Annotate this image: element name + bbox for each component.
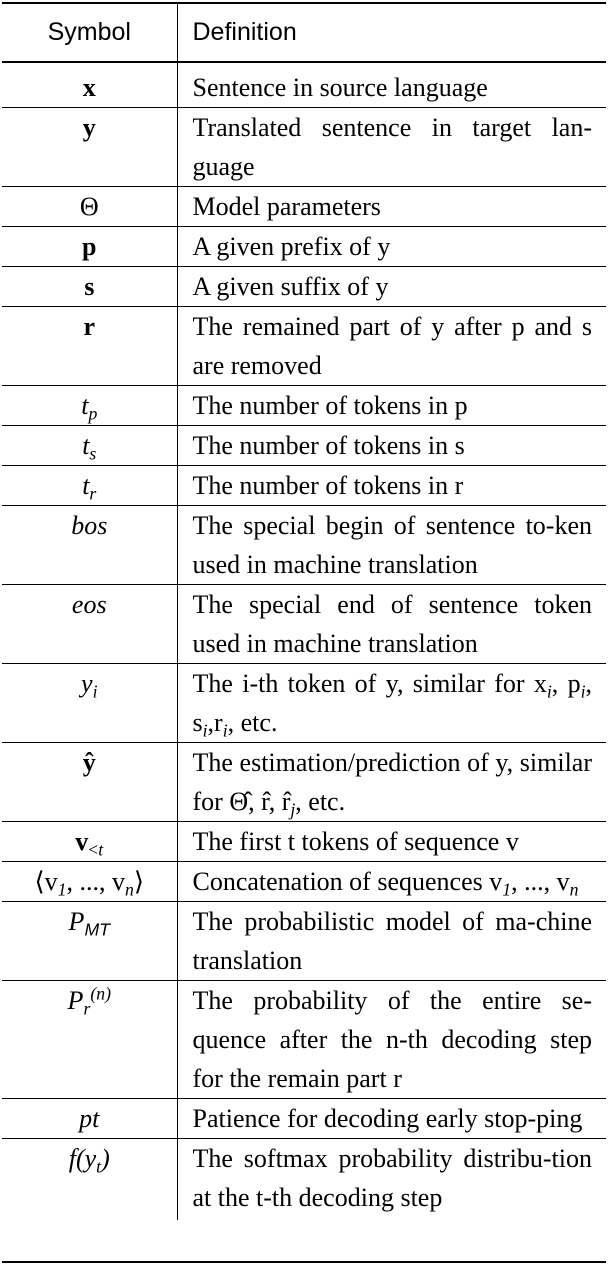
symbol-cell [2,1139,177,1221]
symbol-cell [2,585,177,664]
symbol: y [82,113,96,142]
definition: The number of tokens in s [192,431,465,460]
definition-cell [177,267,606,307]
symbol: $t_r$ [82,471,97,504]
symbol-cell [2,62,177,108]
definition: A given suffix of y [192,272,389,301]
definition-cell [177,187,606,227]
definition: Sentence in source language [192,73,488,102]
symbol-cell [2,664,177,743]
definition-cell [177,227,606,267]
definition: The probability of the entire se-quence after the n-th decoding step for the remain part r [192,986,592,1093]
symbol: Θ [79,192,99,221]
symbol-cell [2,743,177,822]
symbol: $t_s$ [82,431,97,464]
symbol-cell [2,187,177,227]
symbol: ŷ [82,748,96,777]
definition-cell [177,585,606,664]
definition: The remained part of y after p and s are removed [192,312,592,380]
table-row [2,267,606,307]
definition: The i-th token of y, similar for $x_i$, $p_i$, $s_i,r_i$, etc. [192,669,593,741]
definition: The estimation/prediction of y, similar for Θ̂, r̂, $r̂_j$, etc. [192,748,592,820]
symbol: $P_{MT}$ [68,907,110,940]
table-row [2,227,606,267]
definition-column-header: Definition [177,3,606,62]
definition-cell [177,664,606,743]
symbol-cell [2,822,177,862]
definition: Concatenation of sequences $v_1$, ..., $v_n$ [192,867,579,900]
symbol-cell [2,981,177,1099]
table-row [2,386,606,426]
symbol: $v_{<t}$ [75,827,104,860]
table-row [2,108,606,187]
table-row [2,506,606,585]
table-row [2,743,606,822]
definition-cell [177,62,606,108]
symbol: $t_p$ [81,391,98,424]
table-row [2,585,606,664]
table-row [2,862,606,902]
symbol-cell [2,1099,177,1139]
symbol: eos [71,590,107,619]
symbol-cell [2,267,177,307]
symbol: x [82,73,96,102]
definition-cell [177,386,606,426]
definition-cell [177,108,606,187]
definition-cell [177,466,606,506]
symbol-column-header: Symbol [2,3,177,62]
symbol-cell [2,227,177,267]
definition-cell [177,862,606,902]
table-row [2,466,606,506]
symbol: $f(y_t)$ [68,1144,110,1177]
definition: Model parameters [192,192,381,221]
definition-cell [177,743,606,822]
table-row [2,62,606,108]
table-row [2,981,606,1099]
definition-cell [177,822,606,862]
definition: The softmax probability distribu-tion at the t-th decoding step [192,1144,592,1212]
definition: The special end of sentence token used in machine translation [192,590,592,658]
definition-cell [177,902,606,981]
table-row [2,1139,606,1221]
symbol: p [82,232,97,261]
table-row [2,426,606,466]
definition: The number of tokens in p [192,391,468,420]
definition-cell [177,426,606,466]
symbol: $y_i$ [81,669,98,702]
symbol-cell [2,386,177,426]
definition: A given prefix of y [192,232,391,261]
symbol: r [83,312,96,341]
table-row [2,822,606,862]
symbol-cell [2,506,177,585]
definition-cell [177,506,606,585]
definition-cell [177,307,606,386]
symbol-cell [2,426,177,466]
symbol-cell [2,902,177,981]
table-row [2,307,606,386]
table-row [2,1099,606,1139]
symbol: pt [79,1104,100,1133]
symbol-cell [2,466,177,506]
symbol-cell [2,862,177,902]
definition: The special begin of sentence to-ken used in machine translation [192,511,592,579]
definition: The probabilistic model of ma-chine translation [192,907,592,975]
definition: The first t tokens of sequence v [192,827,519,856]
symbol: s [84,272,95,301]
definition: Patience for decoding early stop-ping [192,1104,583,1133]
symbol: $P_r^{(n)}$ [67,983,111,1019]
header-row [2,3,606,62]
table-row [2,902,606,981]
definition: Translated sentence in target lan-guage [192,113,592,181]
symbol-cell [2,108,177,187]
bottom-rule [2,1261,606,1263]
symbol: $⟨v_1$, ..., $v_n⟩$ [34,867,144,900]
table-row [2,187,606,227]
definition: The number of tokens in r [192,471,464,500]
definition-cell [177,1139,606,1221]
table-row [2,664,606,743]
notation-table [2,2,606,1220]
definition-cell [177,981,606,1099]
symbol-cell [2,307,177,386]
definition-cell [177,1099,606,1139]
symbol: bos [71,511,108,540]
